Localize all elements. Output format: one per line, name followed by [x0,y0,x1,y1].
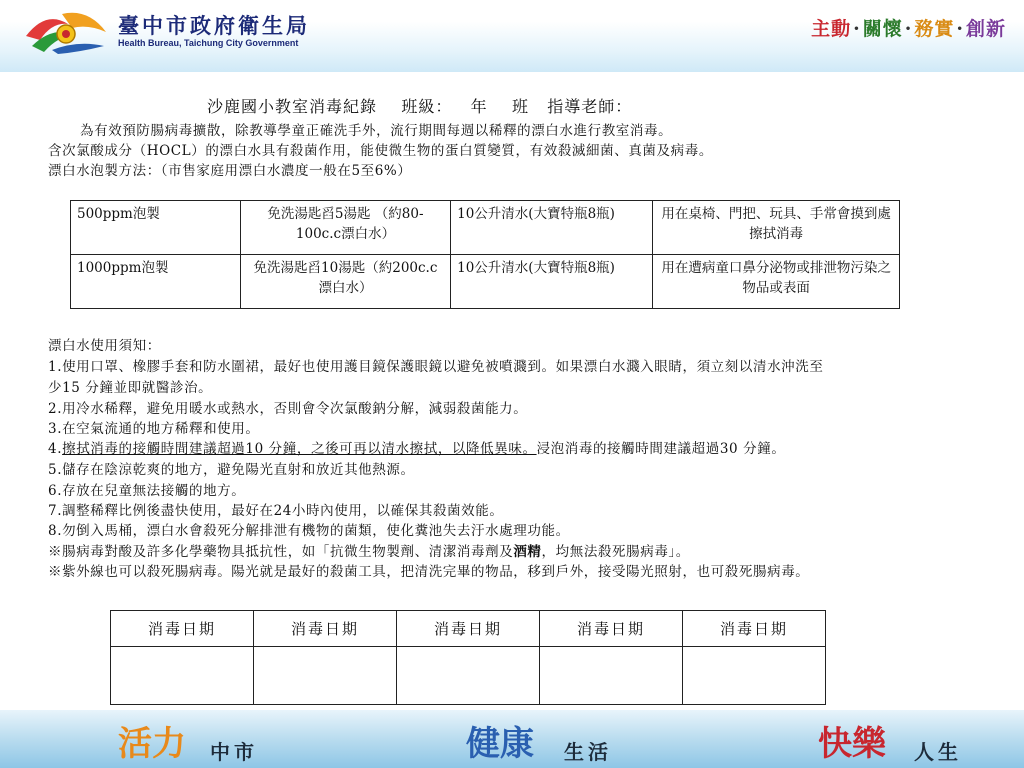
footer-slogan-happiness [818,716,988,764]
note-item: 5.儲存在陰涼乾爽的地方，避免陽光直射和放近其他熱源。 [48,462,415,478]
table-row [111,647,826,705]
date-entry-cell[interactable] [254,647,397,705]
remark-item: ※紫外線也可以殺死腸病毒。陽光就是最好的殺菌工具，把清洗完畢的物品，移到戶外，接受陽光照射，也可殺死腸病毒。 [48,564,810,580]
table-row [71,201,900,255]
remark-bold: 酒精 [513,544,542,560]
slogan-word: 創新 [965,18,1006,40]
header-banner [0,0,1024,72]
date-header: 消毒日期 [683,611,826,647]
intro-line: 漂白水泡製方法：（市售家庭用漂白水濃度一般在5至6%） [48,163,412,179]
date-header: 消毒日期 [111,611,254,647]
disinfection-date-table [110,610,826,705]
note-underlined: 擦拭消毒的接觸時間建議超過10 分鐘，之後可再以清水擦拭，以降低異味。 [62,441,537,457]
footer-slogan-health [466,716,636,764]
remark-suffix: ，均無法殺死腸病毒」。 [541,544,690,560]
date-header: 消毒日期 [397,611,540,647]
footer-slogan-art: 活力 [118,724,186,764]
table-cell: 免洗湯匙舀5湯匙 （約80-100c.c漂白水） [240,201,450,255]
org-title: 臺中市政府衛生局 [118,13,310,38]
intro-line: 含次氯酸成分（HOCL）的漂白水具有殺菌作用，能使微生物的蛋白質變質，有效殺滅細菌、真菌及病毒。 [48,143,713,159]
footer-slogan-vitality [118,716,288,764]
date-entry-cell[interactable] [540,647,683,705]
footer-slogan-art: 健康 [466,724,534,764]
note-item [48,437,785,457]
date-header: 消毒日期 [540,611,683,647]
note-item: 7.調整稀釋比例後盡快使用，最好在24小時內使用，以確保其殺菌效能。 [48,503,504,519]
slogan-separator: · [904,18,913,40]
table-cell: 免洗湯匙舀10湯匙（約200c.c漂白水） [240,255,450,309]
note-item: 2.用冷水稀釋，避免用暖水或熱水，否則會令次氯酸鈉分解，減弱殺菌能力。 [48,401,528,417]
date-header: 消毒日期 [254,611,397,647]
footer-slogan-text: 生活 [564,740,612,764]
slogan-word: 主動 [811,18,852,40]
footer-slogan-text: 中市 [210,740,258,764]
table-cell: 10公升清水(大寶特瓶8瓶) [451,255,653,309]
table-cell: 500ppm泡製 [71,201,241,255]
table-cell: 10公升清水(大寶特瓶8瓶) [451,201,653,255]
remark-item [48,540,690,560]
footer-slogan-art: 快樂 [818,724,886,764]
slogan-word: 務實 [914,18,955,40]
note-item: 1.使用口罩、橡膠手套和防水圍裙，最好也使用護目鏡保護眼鏡以避免被噴濺到。如果漂白水濺入眼睛，須立刻以清水沖洗至 [48,359,824,375]
slogan-separator: · [956,18,964,40]
health-bureau-logo-icon [22,6,110,56]
table-header-row [111,611,826,647]
date-entry-cell[interactable] [111,647,254,705]
note-item: 3.在空氣流通的地方稀釋和使用。 [48,421,260,437]
date-entry-cell[interactable] [683,647,826,705]
table-cell: 用在桌椅、門把、玩具、手常會摸到處擦拭消毒 [653,201,900,255]
slogan [811,14,1006,41]
footer-slogan-text: 人生 [914,740,962,764]
footer-banner [0,710,1024,768]
note-item: 少15 分鐘並即就醫診治。 [48,380,213,396]
note-prefix: 4. [48,441,63,457]
date-entry-cell[interactable] [397,647,540,705]
note-item: 8.勿倒入馬桶，漂白水會殺死分解排泄有機物的菌類，使化糞池失去汙水處理功能。 [48,523,570,539]
notes-heading: 漂白水使用須知： [48,338,161,354]
table-cell: 用在遭病童口鼻分泌物或排泄物污染之物品或表面 [653,255,900,309]
table-cell: 1000ppm泡製 [71,255,241,309]
slogan-separator: · [853,18,861,40]
page-title: 沙鹿國小教室消毒紀錄 班級： 年 班 指導老師： [207,97,633,116]
intro-line: 為有效預防腸病毒擴散，除教導學童正確洗手外，流行期間每週以稀釋的漂白水進行教室消毒。 [80,123,673,139]
slogan-word: 關懷 [862,18,903,40]
org-subtitle: Health Bureau, Taichung City Government [118,38,299,48]
note-item: 6.存放在兒童無法接觸的地方。 [48,483,246,499]
note-rest: 浸泡消毒的接觸時間建議超過30 分鐘。 [536,441,786,457]
dilution-table [70,200,900,309]
remark-prefix: ※腸病毒對酸及許多化學藥物具抵抗性，如「抗微生物製劑、清潔消毒劑及 [48,544,514,560]
table-row [71,255,900,309]
